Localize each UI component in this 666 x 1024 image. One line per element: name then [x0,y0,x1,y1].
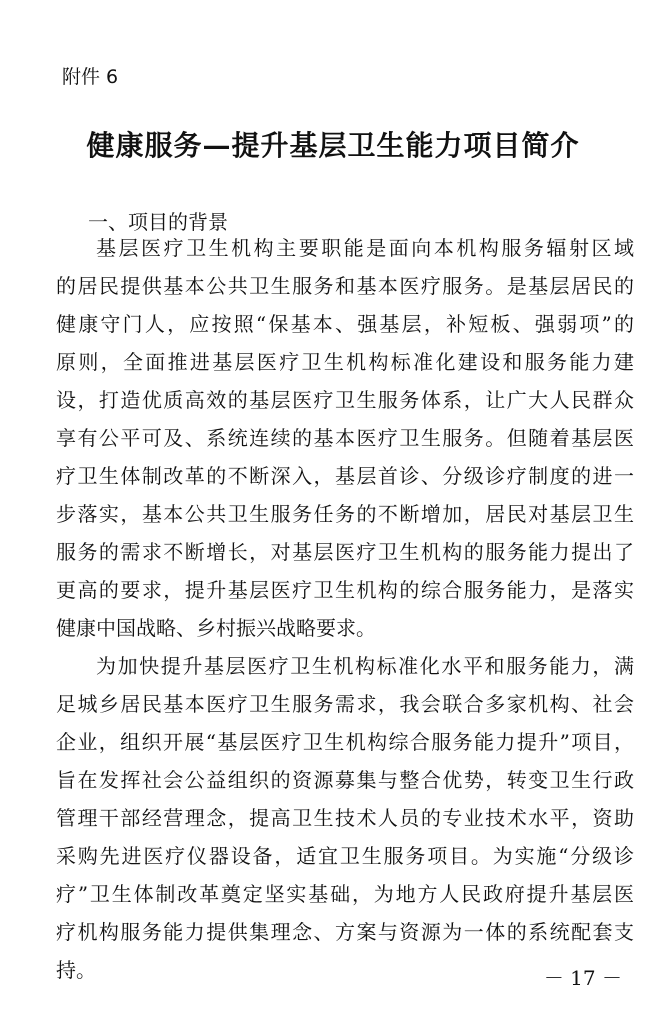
paragraph-line: 原则，全面推进基层医疗卫生机构标准化建设和服务能力建 [56,350,634,374]
paragraph-line: 步落实，基本公共卫生服务任务的不断增加，居民对基层卫生 [56,502,634,526]
paragraph-line: 企业，组织开展“基层医疗卫生机构综合服务能力提升”项目， [56,730,634,754]
paragraph-line: 为加快提升基层医疗卫生机构标准化水平和服务能力，满 [96,654,634,678]
paragraph-line: 疗卫生体制改革的不断深入，基层首诊、分级诊疗制度的进一 [56,464,634,488]
section-heading: 一、项目的背景 [88,210,228,234]
paragraph-line: 服务的需求不断增长，对基层医疗卫生机构的服务能力提出了 [56,540,634,564]
paragraph-line: 采购先进医疗仪器设备，适宜卫生服务项目。为实施“分级诊 [56,844,634,868]
page-title: 健康服务—提升基层卫生能力项目简介 [86,129,580,162]
paragraph-line: 疗机构服务能力提供集理念、方案与资源为一体的系统配套支 [56,920,634,944]
paragraph-line: 基层医疗卫生机构主要职能是面向本机构服务辐射区域 [96,236,634,260]
paragraph-line: 的居民提供基本公共卫生服务和基本医疗服务。是基层居民的 [56,274,634,298]
paragraph-line: 疗”卫生体制改革奠定坚实基础，为地方人民政府提升基层医 [56,882,634,906]
paragraph-line: 更高的要求，提升基层医疗卫生机构的综合服务能力，是落实 [56,578,634,602]
paragraph-line: 持。 [56,958,96,982]
paragraph-line: 足城乡居民基本医疗卫生服务需求，我会联合多家机构、社会 [56,692,634,716]
paragraph-line: 健康中国战略、乡村振兴战略要求。 [56,616,376,640]
paragraph-line: 设，打造优质高效的基层医疗卫生服务体系，让广大人民群众 [56,388,634,412]
paragraph-line: 旨在发挥社会公益组织的资源募集与整合优势，转变卫生行政 [56,768,634,792]
attachment-label: 附件 6 [62,66,119,88]
page-number: － 17 － [543,966,622,990]
paragraph-line: 管理干部经营理念，提高卫生技术人员的专业技术水平，资助 [56,806,634,830]
paragraph-line: 享有公平可及、系统连续的基本医疗卫生服务。但随着基层医 [56,426,634,450]
paragraph-line: 健康守门人，应按照“保基本、强基层，补短板、强弱项”的 [56,312,634,336]
